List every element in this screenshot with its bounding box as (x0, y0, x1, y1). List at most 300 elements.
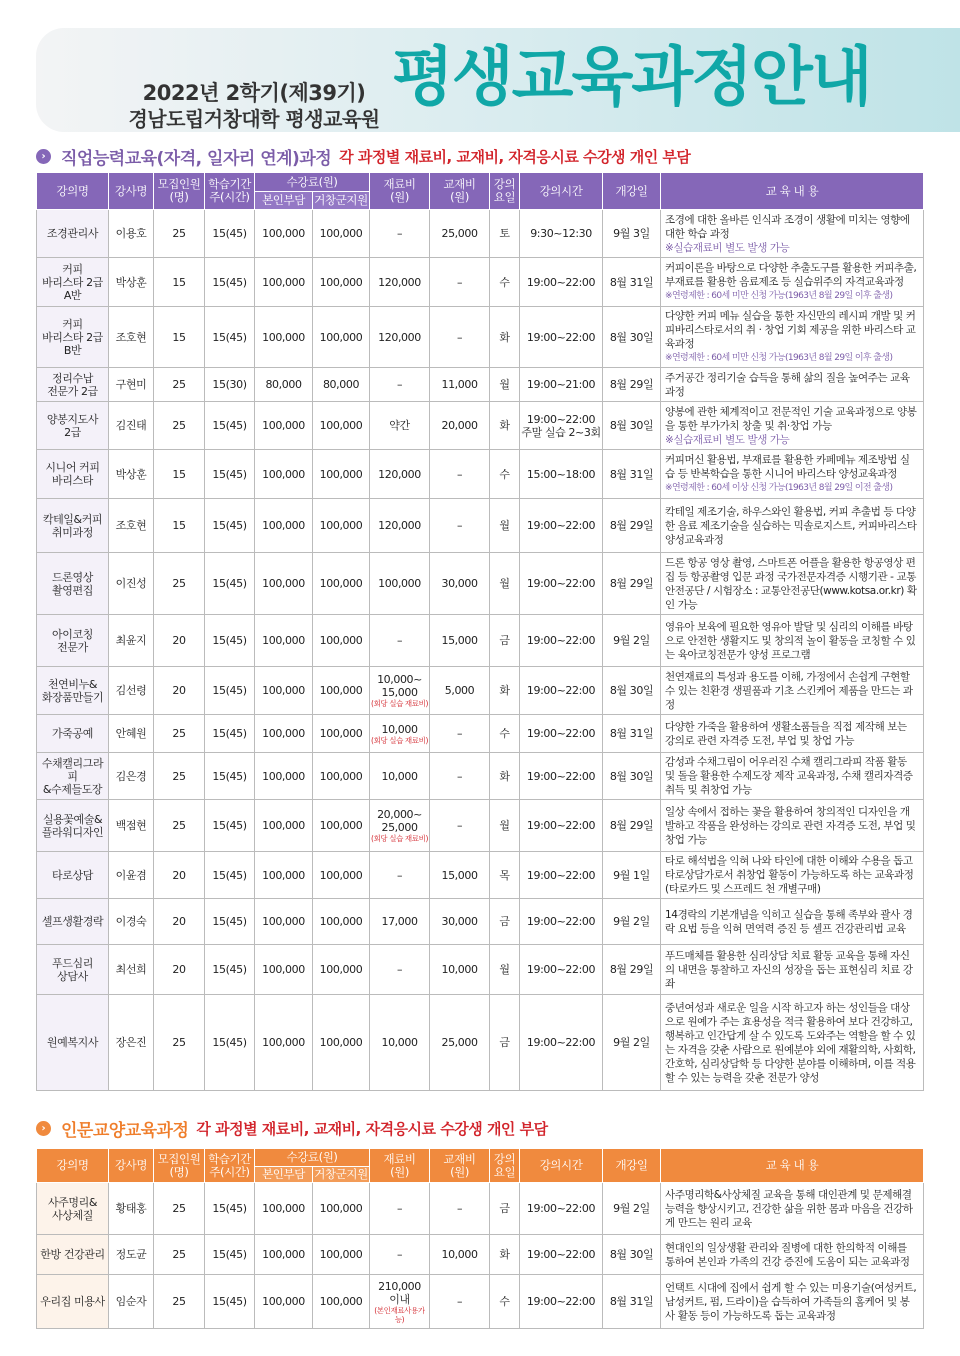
material-fee-note: (회당 실습 재료비) (371, 735, 428, 745)
lecture-day: 월 (490, 553, 520, 615)
lecture-day: 금 (490, 615, 520, 667)
fee-self: 100,000 (255, 945, 313, 995)
period: 15(45) (205, 995, 255, 1091)
fee-self: 100,000 (255, 899, 313, 945)
fee-gun: 100,000 (313, 899, 370, 945)
teacher-name: 박상훈 (109, 258, 154, 307)
capacity: 15 (154, 307, 205, 368)
period: 15(45) (205, 715, 255, 753)
capacity: 25 (154, 210, 205, 258)
period: 15(45) (205, 945, 255, 995)
fee-self: 100,000 (255, 1275, 313, 1329)
capacity: 25 (154, 995, 205, 1091)
fee-gun: 100,000 (313, 753, 370, 800)
col-fee: 수강료(원) (255, 173, 370, 192)
fee-gun: 100,000 (313, 1275, 370, 1329)
capacity: 15 (154, 499, 205, 553)
textbook-fee: – (430, 450, 490, 499)
fee-self: 100,000 (255, 553, 313, 615)
table-row (37, 368, 924, 402)
open-date: 8월 30일 (603, 753, 661, 800)
table-row (37, 800, 924, 852)
period: 15(45) (205, 1183, 255, 1235)
table-row (37, 553, 924, 615)
material-fee: 100,000 (370, 553, 430, 615)
teacher-name: 안혜원 (109, 715, 154, 753)
col-capacity: 모집인원 (명) (154, 1149, 205, 1183)
course-description: 칵테일 제조기술, 하우스와인 활용법, 커피 추출법 등 다양한 음료 제조기술을 실습하는 믹솔로지스트, 커피바리스타 양성교육과정 (661, 499, 924, 553)
teacher-name: 김선령 (109, 667, 154, 715)
fee-gun: 100,000 (313, 258, 370, 307)
course-description: 중년여성과 새로운 일을 시작 하고자 하는 성인들을 대상으로 원예가 주는 효용성을 적극 활용하여 보다 건강하고, 행복하고 인간답게 살 수 있도록 도와주는 역할을 할 수 있는 자격을 갖춘 사람으로 원예분야 외에 재활의학, 사회학, 간호학, 심리상담학 등 다양한 분야를 이해하며, 이를 적용할 수 있는 능력을 갖춘 전문가 양성 (661, 995, 924, 1091)
lecture-time: 19:00~22:00 (520, 945, 603, 995)
textbook-fee: 5,000 (430, 667, 490, 715)
col-time: 강의시간 (520, 173, 603, 210)
course-name: 푸드심리 상담사 (37, 945, 109, 995)
capacity: 20 (154, 852, 205, 899)
fee-gun: 100,000 (313, 995, 370, 1091)
fee-self: 100,000 (255, 499, 313, 553)
lecture-time: 19:00~22:00 (520, 499, 603, 553)
material-fee: 20,000~ 25,000 (회당 실습 재료비) (370, 800, 430, 852)
period: 15(45) (205, 753, 255, 800)
lecture-time: 9:30~12:30 (520, 210, 603, 258)
course-name: 천연비누& 화장품만들기 (37, 667, 109, 715)
lecture-time: 19:00~22:00 (520, 899, 603, 945)
course-description: 현대인의 일상생활 관리와 질병에 대한 한의학적 이해를 통하여 본인과 가족의 건강 증진에 도움이 되는 교육과정 (661, 1235, 924, 1275)
material-fee: – (370, 615, 430, 667)
lecture-day: 월 (490, 499, 520, 553)
table-row (37, 402, 924, 450)
material-fee: – (370, 210, 430, 258)
course-name: 양봉지도사 2급 (37, 402, 109, 450)
textbook-fee: 11,000 (430, 368, 490, 402)
period: 15(45) (205, 615, 255, 667)
col-period: 학습기간 주(시간) (205, 1149, 255, 1183)
fee-self: 100,000 (255, 450, 313, 499)
table-row (37, 499, 924, 553)
capacity: 25 (154, 753, 205, 800)
period: 15(45) (205, 307, 255, 368)
textbook-fee: 30,000 (430, 899, 490, 945)
teacher-name: 백점현 (109, 800, 154, 852)
course-name: 드론영상 촬영편집 (37, 553, 109, 615)
course-description: 천연재료의 특성과 용도를 이해, 가정에서 손쉽게 구현할 수 있는 친환경 생필품과 기초 스킨케어 제품을 만드는 과정 (661, 667, 924, 715)
open-date: 8월 30일 (603, 402, 661, 450)
period: 15(45) (205, 899, 255, 945)
fee-self: 100,000 (255, 852, 313, 899)
lecture-day: 수 (490, 450, 520, 499)
teacher-name: 임순자 (109, 1275, 154, 1329)
fee-gun: 100,000 (313, 210, 370, 258)
material-fee: 120,000 (370, 307, 430, 368)
fee-gun: 100,000 (313, 307, 370, 368)
col-period: 학습기간 주(시간) (205, 173, 255, 210)
fee-self: 100,000 (255, 800, 313, 852)
fee-self: 100,000 (255, 995, 313, 1091)
open-date: 8월 31일 (603, 450, 661, 499)
table-row (37, 852, 924, 899)
open-date: 8월 29일 (603, 499, 661, 553)
course-description: 타로 해석법을 익혀 나와 타인에 대한 이해와 수용을 돕고 타로상담가로서 취창업 활동이 가능하도록 하는 교육과정 (타로카드 및 스프레드 천 개별구매) (661, 852, 924, 899)
course-description: 14경락의 기본개념을 익히고 실습을 통해 족부와 괄사 경락 요법 등을 익혀 면역력 증진 등 셀프 건강관리법 교육 (661, 899, 924, 945)
lecture-time: 19:00~22:00 (520, 995, 603, 1091)
textbook-fee: 25,000 (430, 210, 490, 258)
fee-self: 100,000 (255, 307, 313, 368)
fee-self: 100,000 (255, 210, 313, 258)
course-description: 사주명리학&사상체질 교육을 통해 대인관계 및 문제해결 능력을 향상시키고, 건강한 삶을 위한 몸과 마음을 건강하게 만드는 원리 교육 (661, 1183, 924, 1235)
section1-heading (36, 144, 690, 168)
period: 15(45) (205, 499, 255, 553)
fee-gun: 100,000 (313, 450, 370, 499)
col-capacity: 모집인원 (명) (154, 173, 205, 210)
textbook-fee: 20,000 (430, 402, 490, 450)
teacher-name: 최선희 (109, 945, 154, 995)
course-name: 수채캘리그라피 &수제들도장 (37, 753, 109, 800)
lecture-day: 화 (490, 307, 520, 368)
course-description: 다양한 가죽을 활용하여 생활소품들을 직접 제작해 보는 강의로 관련 자격증 도전, 부업 및 창업 가능 (661, 715, 924, 753)
material-fee: 120,000 (370, 258, 430, 307)
lecture-day: 목 (490, 852, 520, 899)
table-row (37, 1275, 924, 1329)
textbook-fee: 15,000 (430, 852, 490, 899)
fee-self: 100,000 (255, 667, 313, 715)
lecture-day: 토 (490, 210, 520, 258)
material-fee: – (370, 368, 430, 402)
material-fee: 10,000 (370, 753, 430, 800)
course-name: 칵테일&커피 취미과정 (37, 499, 109, 553)
teacher-name: 이경숙 (109, 899, 154, 945)
textbook-fee: – (430, 307, 490, 368)
open-date: 8월 29일 (603, 553, 661, 615)
section2-heading (36, 1116, 548, 1140)
teacher-name: 조호현 (109, 307, 154, 368)
lecture-time: 19:00~22:00 (520, 1235, 603, 1275)
fee-gun: 100,000 (313, 715, 370, 753)
course-description: 드론 항공 영상 촬영, 스마트폰 어플을 활용한 항공영상 편집 등 항공촬영 입문 과정 국가전문자격증 시행기관 - 교통안전공단 / 시험장소 : 교통안전공단(www.kotsa.or.kr) 확인 가능 (661, 553, 924, 615)
table-row (37, 210, 924, 258)
col-content: 교 육 내 용 (661, 173, 924, 210)
material-fee: – (370, 852, 430, 899)
table-row (37, 715, 924, 753)
col-textbook: 교재비 (원) (430, 173, 490, 210)
course-description: 주거공간 정리기술 습득을 통해 삶의 질을 높여주는 교육과정 (661, 368, 924, 402)
course-name: 타로상담 (37, 852, 109, 899)
lecture-time: 19:00~22:00 (520, 1183, 603, 1235)
course-description: 양봉에 관한 체계적이고 전문적인 기술 교육과정으로 양봉을 통한 부가가치 창출 및 취·창업 가능 ※실습재료비 별도 발생 가능 (661, 402, 924, 450)
institution-label: 경남도립거창대학 평생교육원 (128, 107, 380, 131)
lecture-time: 19:00~22:00 (520, 715, 603, 753)
course-name: 셀프생활경락 (37, 899, 109, 945)
open-date: 9월 2일 (603, 615, 661, 667)
lecture-day: 금 (490, 1183, 520, 1235)
col-fee-gun: 거창군지원 (313, 192, 370, 210)
col-fee-self: 본인부담 (255, 192, 313, 210)
table-row (37, 945, 924, 995)
open-date: 9월 1일 (603, 852, 661, 899)
capacity: 20 (154, 667, 205, 715)
capacity: 25 (154, 402, 205, 450)
col-time: 강의시간 (520, 1149, 603, 1183)
textbook-fee: 30,000 (430, 553, 490, 615)
lecture-day: 수 (490, 715, 520, 753)
fee-gun: 100,000 (313, 667, 370, 715)
lecture-day: 금 (490, 995, 520, 1091)
fee-gun: 100,000 (313, 402, 370, 450)
textbook-fee: – (430, 715, 490, 753)
lecture-time: 19:00~22:00 (520, 753, 603, 800)
open-date: 8월 30일 (603, 1235, 661, 1275)
teacher-name: 이진성 (109, 553, 154, 615)
lecture-day: 월 (490, 368, 520, 402)
capacity: 25 (154, 800, 205, 852)
col-day: 강의 요일 (490, 1149, 520, 1183)
liberal-arts-course-rows (37, 1183, 924, 1329)
fee-gun: 100,000 (313, 800, 370, 852)
fee-gun: 100,000 (313, 553, 370, 615)
material-fee: 10,000 (회당 실습 재료비) (370, 715, 430, 753)
teacher-name: 이윤겸 (109, 852, 154, 899)
capacity: 25 (154, 1235, 205, 1275)
course-name: 커피 바리스타 2급 A반 (37, 258, 109, 307)
lecture-time: 19:00~22:00 (520, 258, 603, 307)
open-date: 9월 3일 (603, 210, 661, 258)
open-date: 8월 29일 (603, 368, 661, 402)
textbook-fee: – (430, 258, 490, 307)
fee-gun: 100,000 (313, 1183, 370, 1235)
teacher-name: 정도균 (109, 1235, 154, 1275)
course-name: 사주명리& 사상체질 (37, 1183, 109, 1235)
course-note: ※연령제한 : 60세 미만 신청 가능(1963년 8월 29일 이후 출생) (665, 291, 893, 301)
lecture-time: 19:00~22:00 (520, 307, 603, 368)
teacher-name: 구현미 (109, 368, 154, 402)
fee-self: 100,000 (255, 402, 313, 450)
material-fee-note: (회당 실습 재료비) (371, 834, 428, 843)
teacher-name: 조호현 (109, 499, 154, 553)
fee-gun: 100,000 (313, 615, 370, 667)
open-date: 9월 2일 (603, 1183, 661, 1235)
table-row (37, 307, 924, 368)
material-fee: 17,000 (370, 899, 430, 945)
course-note: ※연령제한 : 60세 미만 신청 가능(1963년 8월 29일 이후 출생) (665, 353, 893, 363)
section2-title: 인문교양교육과정 (61, 1120, 189, 1141)
textbook-fee: – (430, 499, 490, 553)
capacity: 15 (154, 450, 205, 499)
textbook-fee: 10,000 (430, 1235, 490, 1275)
fee-gun: 100,000 (313, 852, 370, 899)
capacity: 25 (154, 1183, 205, 1235)
period: 15(45) (205, 553, 255, 615)
teacher-name: 김진태 (109, 402, 154, 450)
textbook-fee: – (430, 1275, 490, 1329)
col-content: 교 육 내 용 (661, 1149, 924, 1183)
fee-gun: 100,000 (313, 945, 370, 995)
lecture-day: 월 (490, 945, 520, 995)
open-date: 8월 30일 (603, 667, 661, 715)
material-fee: 120,000 (370, 450, 430, 499)
capacity: 20 (154, 615, 205, 667)
fee-self: 100,000 (255, 258, 313, 307)
lecture-day: 월 (490, 800, 520, 852)
lecture-time: 19:00~22:00 주말 실습 2~3회 (520, 402, 603, 450)
lecture-time: 19:00~22:00 (520, 1275, 603, 1329)
course-description: 다양한 커피 메뉴 실습을 통한 자신만의 레시피 개발 및 커피바리스타로서의 취 · 창업 기회 제공을 위한 바리스타 교육과정 ※연령제한 : 60세 미만 신청 가능(1963년 8월 29일 이후 출생) (661, 307, 924, 368)
lecture-day: 수 (490, 1275, 520, 1329)
col-teacher: 강사명 (109, 1149, 154, 1183)
period: 15(45) (205, 258, 255, 307)
open-date: 8월 31일 (603, 715, 661, 753)
fee-self: 100,000 (255, 753, 313, 800)
fee-self: 100,000 (255, 1235, 313, 1275)
table-row (37, 995, 924, 1091)
table-row (37, 753, 924, 800)
col-material: 재료비 (원) (370, 1149, 430, 1183)
lecture-time: 19:00~22:00 (520, 553, 603, 615)
capacity: 25 (154, 715, 205, 753)
course-description: 커피머신 활용법, 부재료를 활용한 카페메뉴 제조방법 실습 등 반복학습을 통한 시니어 바리스타 양성교육과정 ※연령제한 : 60세 이상 신청 가능(1963년 8월 29일 이전 출생) (661, 450, 924, 499)
textbook-fee: 25,000 (430, 995, 490, 1091)
section2-note: 각 과정별 재료비, 교재비, 자격응시료 수강생 개인 부담 (196, 1119, 548, 1138)
table-row (37, 615, 924, 667)
course-name: 커피 바리스타 2급 B반 (37, 307, 109, 368)
period: 15(45) (205, 800, 255, 852)
liberal-arts-course-table (36, 1148, 924, 1329)
open-date: 9월 2일 (603, 995, 661, 1091)
fee-self: 100,000 (255, 715, 313, 753)
material-fee: – (370, 1235, 430, 1275)
teacher-name: 최윤지 (109, 615, 154, 667)
course-description: 커피이론을 바탕으로 다양한 추출도구를 활용한 커피추출, 부재료를 활용한 음료제조 등 실습위주의 자격교육과정 ※연령제한 : 60세 미만 신청 가능(1963년 8월 29일 이후 출생) (661, 258, 924, 307)
open-date: 8월 29일 (603, 945, 661, 995)
material-fee: 10,000~ 15,000 (회당 실습 재료비) (370, 667, 430, 715)
period: 15(45) (205, 450, 255, 499)
teacher-name: 장은진 (109, 995, 154, 1091)
table-row (37, 667, 924, 715)
material-fee: 약간 (370, 402, 430, 450)
table-row (37, 899, 924, 945)
course-description: 일상 속에서 접하는 꽃을 활용하여 창의적인 디자인을 개발하고 작품을 완성하는 강의로 관련 자격증 도전, 부업 및 창업 가능 (661, 800, 924, 852)
period: 15(45) (205, 210, 255, 258)
header-left (104, 80, 404, 132)
textbook-fee: 10,000 (430, 945, 490, 995)
lecture-day: 화 (490, 1235, 520, 1275)
table-row (37, 1183, 924, 1235)
course-name: 정리수납 전문가 2급 (37, 368, 109, 402)
semester-label: 2022년 2학기(제39기) (142, 81, 366, 105)
course-name: 아이코칭 전문가 (37, 615, 109, 667)
open-date: 8월 29일 (603, 800, 661, 852)
col-name: 강의명 (37, 1149, 109, 1183)
textbook-fee: – (430, 753, 490, 800)
fee-gun: 100,000 (313, 1235, 370, 1275)
open-date: 8월 31일 (603, 1275, 661, 1329)
chevron-right-icon: › (36, 149, 51, 164)
fee-self: 100,000 (255, 615, 313, 667)
course-name: 원예복지사 (37, 995, 109, 1091)
material-fee: – (370, 945, 430, 995)
lecture-day: 수 (490, 258, 520, 307)
col-material: 재료비 (원) (370, 173, 430, 210)
textbook-fee: – (430, 800, 490, 852)
capacity: 25 (154, 1275, 205, 1329)
lecture-time: 19:00~22:00 (520, 852, 603, 899)
vocational-course-rows (37, 210, 924, 1091)
course-name: 실용꽃예술& 플라워디자인 (37, 800, 109, 852)
material-fee: – (370, 1183, 430, 1235)
lecture-time: 19:00~22:00 (520, 800, 603, 852)
capacity: 15 (154, 258, 205, 307)
col-open: 개강일 (603, 1149, 661, 1183)
col-fee-gun: 거창군지원 (314, 1167, 368, 1181)
period: 15(45) (205, 402, 255, 450)
lecture-time: 19:00~21:00 (520, 368, 603, 402)
lecture-day: 금 (490, 899, 520, 945)
capacity: 20 (154, 899, 205, 945)
col-open: 개강일 (603, 173, 661, 210)
course-note: ※실습재료비 별도 발생 가능 (665, 433, 790, 446)
teacher-name: 김은경 (109, 753, 154, 800)
section1-note: 각 과정별 재료비, 교재비, 자격응시료 수강생 개인 부담 (339, 147, 691, 166)
period: 15(45) (205, 852, 255, 899)
course-description: 푸드매체를 활용한 심리상담 치료 활동 교육을 통해 자신의 내면을 통찰하고 자신의 성장을 돕는 표현심리 치료 강좌 (661, 945, 924, 995)
fee-self: 80,000 (255, 368, 313, 402)
course-name: 시니어 커피 바리스타 (37, 450, 109, 499)
course-name: 가죽공예 (37, 715, 109, 753)
table-row (37, 1235, 924, 1275)
capacity: 25 (154, 368, 205, 402)
period: 15(45) (205, 1235, 255, 1275)
material-fee: 10,000 (370, 995, 430, 1091)
open-date: 9월 2일 (603, 899, 661, 945)
capacity: 20 (154, 945, 205, 995)
teacher-name: 황태홍 (109, 1183, 154, 1235)
course-description: 영유아 보육에 필요한 영유아 발달 및 심리의 이해를 바탕으로 안전한 생활지도 및 창의적 놀이 활동을 코칭할 수 있는 육아코칭전문가 양성 프로그램 (661, 615, 924, 667)
capacity: 25 (154, 553, 205, 615)
chevron-right-icon: › (36, 1121, 51, 1136)
course-description: 감성과 수채그림이 어우러진 수채 캘리그라피 작품 활동 및 돌을 활용한 수제도장 제작 교육과정, 수채 캘리자격증 취득 및 취창업 가능 (661, 753, 924, 800)
course-name: 한방 건강관리 (37, 1235, 109, 1275)
course-name: 우리집 미용사 (37, 1275, 109, 1329)
col-fee: 수강료(원) (255, 1149, 370, 1167)
lecture-time: 15:00~18:00 (520, 450, 603, 499)
col-day: 강의 요일 (490, 173, 520, 210)
course-note: ※연령제한 : 60세 이상 신청 가능(1963년 8월 29일 이전 출생) (665, 483, 893, 493)
course-name: 조경관리사 (37, 210, 109, 258)
col-textbook: 교재비 (원) (430, 1149, 490, 1183)
page-title: 평생교육과정안내 (392, 41, 871, 115)
col-name: 강의명 (37, 173, 109, 210)
course-description: 언택트 시대에 집에서 쉽게 할 수 있는 미용기술(여성커트, 남성커트, 펌, 드라이)을 습득하여 가족들의 홈케어 및 봉사 활동 등이 가능하도록 돕는 교육과정 (661, 1275, 924, 1329)
col-teacher: 강사명 (109, 173, 154, 210)
course-description: 조경에 대한 올바른 인식과 조경이 생활에 미치는 영향에 대한 학습 과정 ※실습재료비 별도 발생 가능 (661, 210, 924, 258)
period: 15(45) (205, 1275, 255, 1329)
table-row (37, 450, 924, 499)
material-fee: 120,000 (370, 499, 430, 553)
open-date: 8월 30일 (603, 307, 661, 368)
section1-title: 직업능력교육(자격, 일자리 연계)과정 (61, 148, 332, 169)
textbook-fee: – (430, 1183, 490, 1235)
period: 15(30) (205, 368, 255, 402)
lecture-day: 화 (490, 667, 520, 715)
lecture-day: 화 (490, 753, 520, 800)
fee-self: 100,000 (255, 1183, 313, 1235)
lecture-time: 19:00~22:00 (520, 615, 603, 667)
col-fee-self: 본인부담 (255, 1167, 313, 1183)
textbook-fee: 15,000 (430, 615, 490, 667)
open-date: 8월 31일 (603, 258, 661, 307)
table-row (37, 258, 924, 307)
vocational-course-table (36, 172, 924, 1091)
